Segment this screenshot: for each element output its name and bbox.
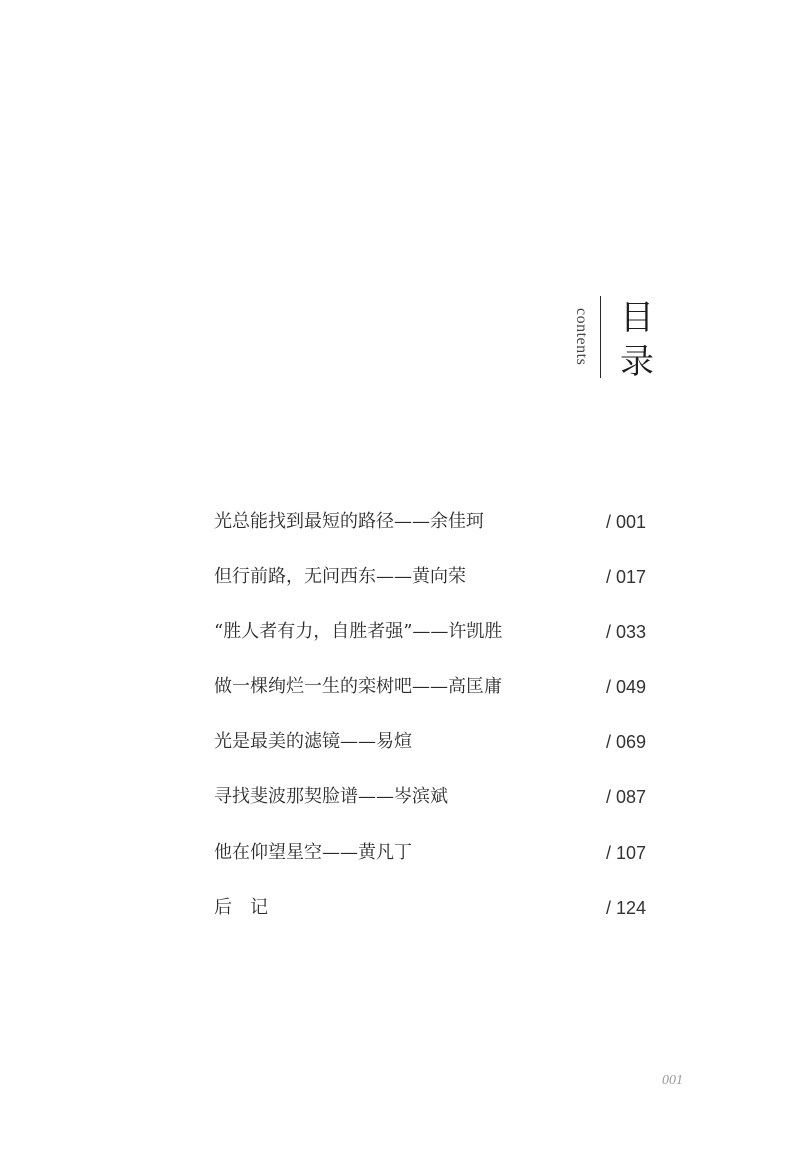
toc-entry-page: / 124 [605,897,646,918]
title-char-2: 录 [620,342,654,382]
toc-entry-page: / 017 [605,567,646,588]
toc-entry[interactable] [214,615,646,670]
toc-entry[interactable] [214,725,646,780]
title-char-1: 目 [620,298,654,338]
toc-entry[interactable] [214,560,646,615]
toc-entry[interactable] [214,670,646,725]
toc-entry-page: / 033 [605,622,646,643]
toc-entry-title: 他在仰望星空——黄凡丁 [214,841,412,863]
toc-entry-title: 做一棵绚烂一生的栾树吧——高匡庸 [214,676,502,698]
page-title [615,296,659,384]
toc-entry[interactable] [214,891,646,946]
toc-entry-page: / 069 [605,732,646,753]
toc-entry-page: / 087 [605,787,646,808]
toc-entry-title: 光是最美的滤镜——易煊 [214,731,412,753]
toc-entry-page: / 049 [605,677,646,698]
toc-entry-title: 光总能找到最短的路径——余佳珂 [214,511,484,532]
toc-entry-page: / 107 [605,842,646,863]
toc-entry-page: / 001 [605,512,646,532]
toc-entry[interactable] [214,505,646,560]
contents-label: contents [573,308,590,366]
table-of-contents [214,505,646,946]
toc-entry-title: “胜人者有力，自胜者强”——许凯胜 [214,621,503,643]
toc-entry-title: 后 记 [214,896,268,918]
toc-entry-title: 寻找斐波那契脸谱——岑滨斌 [214,786,448,808]
heading-divider [600,296,601,378]
toc-entry-title: 但行前路，无问西东——黄向荣 [214,566,466,588]
toc-entry[interactable] [214,836,646,891]
toc-entry[interactable] [214,780,646,835]
page-number: 001 [662,1073,683,1088]
